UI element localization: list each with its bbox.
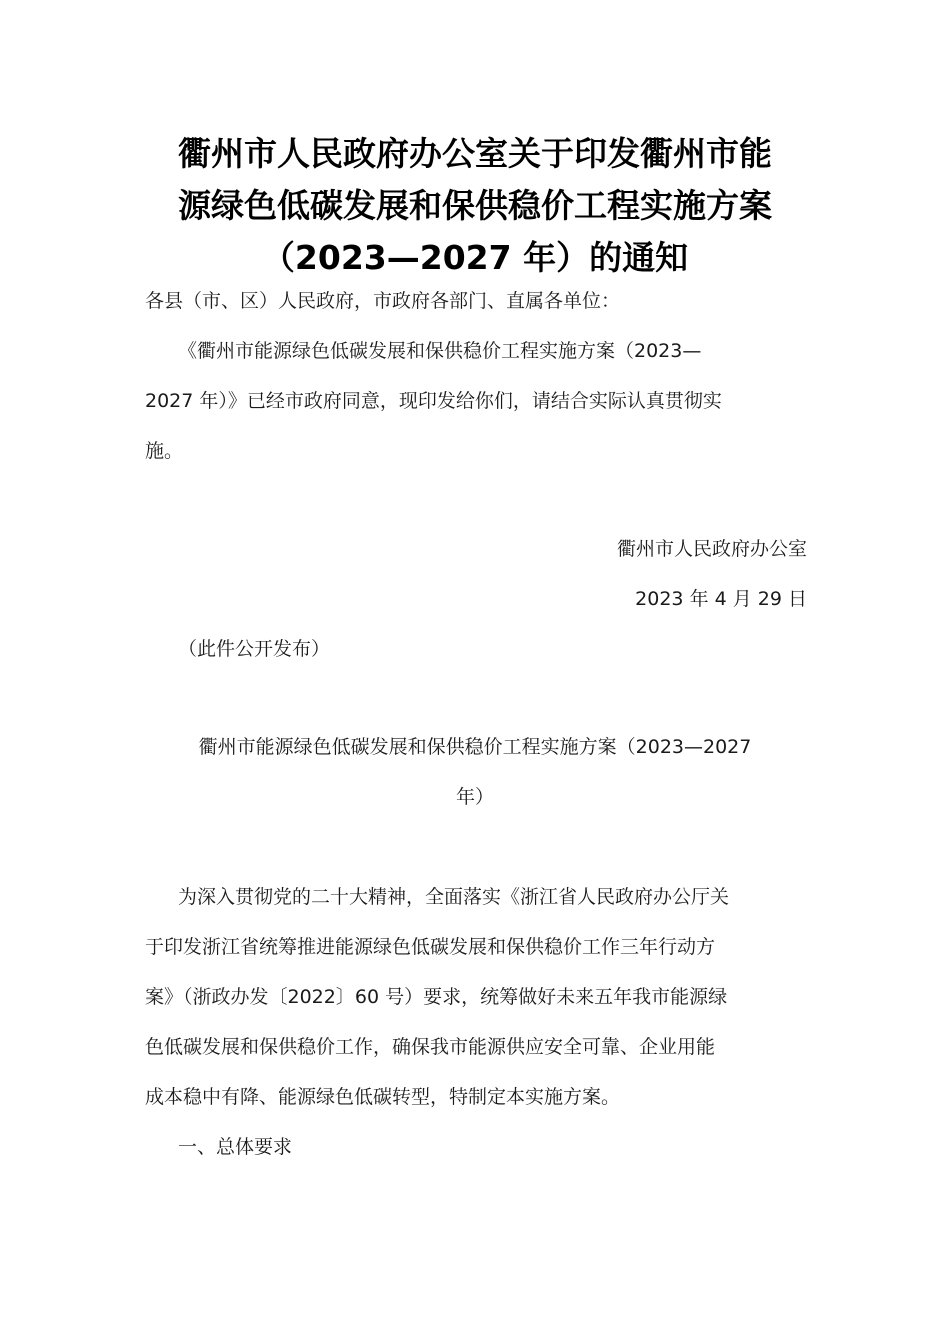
document-title xyxy=(140,128,810,284)
salutation-text: 各县（市、区）人民政府，市政府各部门、直属各单位： xyxy=(145,290,621,312)
plan-title xyxy=(145,722,805,822)
issue-date: 2023 年 4 月 29 日 xyxy=(635,588,807,610)
title-line-1: 衢州市人民政府办公室关于印发衢州市能 xyxy=(178,134,772,173)
intro-line-5: 成本稳中有降、能源绿色低碳转型，特制定本实施方案。 xyxy=(145,1086,621,1108)
publication-note-text: （此件公开发布） xyxy=(178,638,331,660)
intro-paragraph xyxy=(145,872,810,1122)
title-line-3: （2023—2027 年）的通知 xyxy=(261,238,689,277)
intro-line-1: 为深入贯彻党的二十大精神，全面落实《浙江省人民政府办公厅关 xyxy=(178,886,730,908)
title-line-2: 源绿色低碳发展和保供稳价工程实施方案 xyxy=(178,186,772,225)
salutation xyxy=(145,276,810,326)
notice-paragraph xyxy=(145,326,810,476)
notice-line-1: 《衢州市能源绿色低碳发展和保供稳价工程实施方案（2023— xyxy=(178,340,702,362)
notice-line-3: 施。 xyxy=(145,440,184,462)
publication-note xyxy=(145,624,810,674)
plan-title-line-2: 年） xyxy=(455,786,494,808)
intro-line-4: 色低碳发展和保供稳价工作，确保我市能源供应安全可靠、企业用能 xyxy=(145,1036,716,1058)
notice-line-2: 2027 年）》已经市政府同意，现印发给你们，请结合实际认真贯彻实 xyxy=(145,390,722,412)
intro-line-2: 于印发浙江省统筹推进能源绿色低碳发展和保供稳价工作三年行动方 xyxy=(145,936,716,958)
intro-line-3: 案》（浙政办发〔2022〕60 号）要求，统筹做好未来五年我市能源绿 xyxy=(145,986,728,1008)
section-heading-text: 一、总体要求 xyxy=(178,1136,293,1158)
plan-title-line-1: 衢州市能源绿色低碳发展和保供稳价工程实施方案（2023—2027 xyxy=(198,736,752,758)
section-heading xyxy=(145,1122,810,1172)
issuer-signature: 衢州市人民政府办公室 xyxy=(616,538,807,560)
